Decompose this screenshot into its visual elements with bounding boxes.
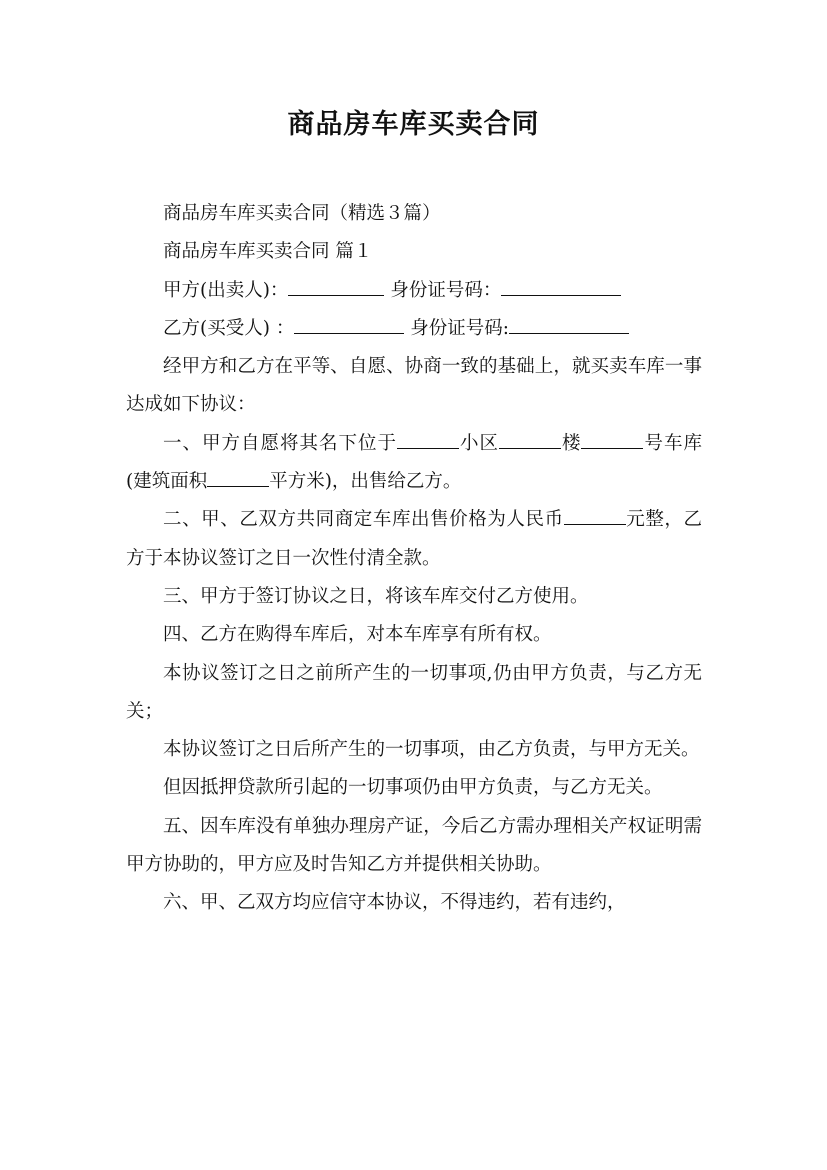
paragraph-before-signing: 本协议签订之日之前所产生的一切事项,仍由甲方负责，与乙方无关； xyxy=(126,662,702,722)
clause-1-text-d: 号车库(建筑面积 xyxy=(126,432,702,493)
party-b-label: 乙方(买受人) ： xyxy=(163,317,295,339)
clause-3: 三、甲方于签订协议之日，将该车库交付乙方使用。 xyxy=(163,585,589,607)
party-a-line xyxy=(126,272,702,310)
party-b-id-blank xyxy=(509,313,629,333)
garage-number-blank xyxy=(581,428,643,448)
price-blank xyxy=(564,505,626,525)
clause-1 xyxy=(126,425,702,502)
paragraph-after-signing: 本协议签订之日后所产生的一切事项，由乙方负责，与甲方无关。 xyxy=(163,739,700,761)
clause-2 xyxy=(126,501,702,578)
party-b-line xyxy=(126,310,702,348)
party-a-name-blank xyxy=(288,275,384,295)
area-blank xyxy=(207,467,269,487)
document-title: 商品房车库买卖合同 xyxy=(287,109,540,140)
document-body xyxy=(126,195,702,923)
clause-1-text-c: 楼 xyxy=(560,432,582,454)
clause-6: 六、甲、乙双方均应信守本协议，不得违约，若有违约， xyxy=(163,892,626,914)
clause-4: 四、乙方在购得车库后，对本车库享有所有权。 xyxy=(163,624,552,646)
party-a-label: 甲方(出卖人)： xyxy=(163,279,289,301)
party-a-id-label: 身份证号码： xyxy=(390,279,502,301)
party-b-name-blank xyxy=(294,313,404,333)
clause-1-text-a: 一、甲方自愿将其名下位于 xyxy=(163,432,397,454)
section-heading: 商品房车库买卖合同 篇１ xyxy=(163,241,373,263)
clause-2-text-b: 元整，乙方于本协议签订之日一次性付清全款。 xyxy=(126,509,702,569)
clause-1-text-e: 平方米)，出售给乙方。 xyxy=(269,471,462,493)
community-blank xyxy=(397,428,459,448)
document-subtitle: 商品房车库买卖合同（精选３篇） xyxy=(163,203,441,224)
paragraph-mortgage: 但因抵押贷款所引起的一切事项仍由甲方负责，与乙方无关。 xyxy=(163,777,663,799)
building-blank xyxy=(499,428,561,448)
party-b-id-label: 身份证号码: xyxy=(410,317,509,339)
clause-5: 五、因车库没有单独办理房产证，今后乙方需办理相关产权证明需甲方协助的，甲方应及时告知乙方并提供相关协助。 xyxy=(126,815,702,876)
clause-1-text-b: 小区 xyxy=(458,432,499,454)
party-a-id-blank xyxy=(501,275,621,295)
clause-2-text-a: 二、甲、乙双方共同商定车库出售价格为人民币 xyxy=(163,509,564,531)
intro-paragraph: 经甲方和乙方在平等、自愿、协商一致的基础上，就买卖车库一事达成如下协议： xyxy=(126,356,702,416)
